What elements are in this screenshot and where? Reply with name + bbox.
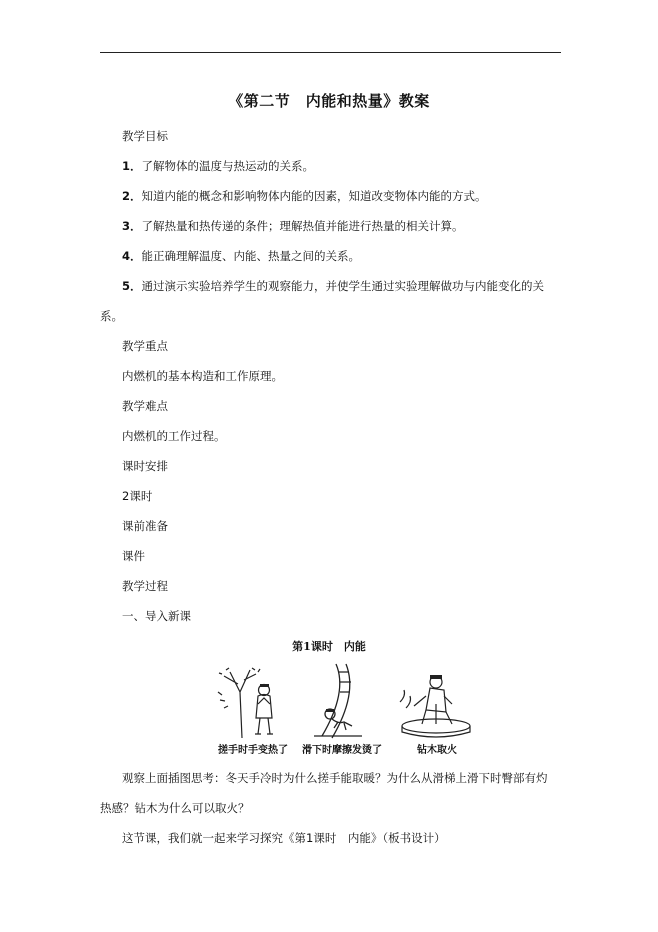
objective-5-continuation: 系。 [100,309,123,323]
section-process: 教学过程 [122,579,168,593]
objective-text: 了解热量和热传递的条件；理解热值并能进行热量的相关计算。 [141,219,464,233]
objective-3 [122,218,464,234]
section-key: 教学重点 [122,339,168,353]
section-objectives: 教学目标 [122,129,168,143]
paragraph-observe-line-2: 热感？钻木为什么可以取火？ [100,801,250,815]
caption-drilling-fire: 钻木取火 [417,745,457,756]
lesson-heading: 第1课时 内能 [292,640,366,653]
paragraph-observe-line-1: 观察上面插图思考：冬天手冷时为什么搓手能取暖？为什么从滑梯上滑下时臀部有灼 [122,771,548,785]
objective-2 [122,188,487,204]
objective-text: 知道内能的概念和影响物体内能的因素，知道改变物体内能的方式。 [141,189,487,203]
header-rule [100,52,561,53]
paragraph-lesson-intro: 这节课，我们就一起来学习探究《第1课时 内能》（板书设计） [122,831,446,845]
objective-5 [122,278,544,294]
document-title: 《第二节 内能和热量》教案 [228,92,430,110]
schedule-text: 2课时 [122,489,153,503]
objective-text: 通过演示实验培养学生的观察能力，并使学生通过实验理解做功与内能变化的关 [141,279,545,293]
section-prep: 课前准备 [122,519,168,533]
objective-number: 3． [122,219,142,233]
drilling-fire-illustration [396,662,476,740]
caption-sliding: 滑下时摩擦发烫了 [302,745,382,756]
objective-text: 能正确理解温度、内能、热量之间的关系。 [141,249,361,263]
objective-number: 1． [122,159,142,173]
objective-number: 5． [122,279,142,293]
objective-1 [122,158,314,174]
objective-number: 4． [122,249,142,263]
caption-rubbing-hands: 搓手时手变热了 [218,745,288,756]
section-difficulty: 教学难点 [122,399,168,413]
rubbing-hands-illustration [212,662,292,740]
objective-4 [122,248,360,264]
intro-heading: 一、导入新课 [122,609,191,623]
difficulty-text: 内燃机的工作过程。 [122,429,226,443]
key-text: 内燃机的基本构造和工作原理。 [122,369,283,383]
sliding-illustration [312,662,372,740]
objective-number: 2． [122,189,142,203]
objective-text: 了解物体的温度与热运动的关系。 [141,159,315,173]
prep-text: 课件 [122,549,145,563]
section-schedule: 课时安排 [122,459,168,473]
